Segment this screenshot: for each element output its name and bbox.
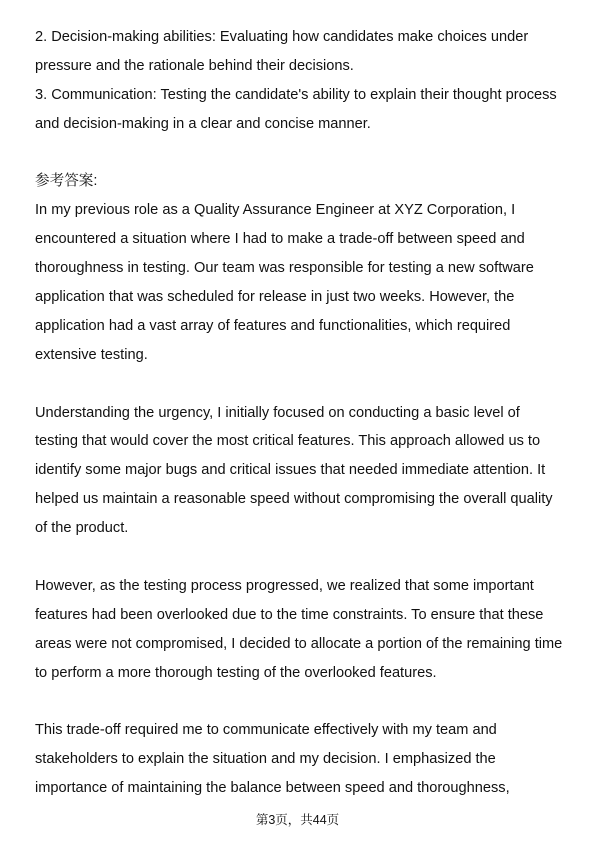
- document-body: [35, 23, 565, 803]
- text-line: extensive testing.: [35, 346, 148, 363]
- text-line: stakeholders to explain the situation and my decision. I emphasized the: [35, 751, 496, 768]
- text-line: areas were not compromised, I decided to allocate a portion of the remaining time: [35, 635, 563, 652]
- text-line: features had been overlooked due to the time constraints. To ensure that these: [35, 606, 544, 623]
- paragraph-gap: [35, 543, 565, 572]
- text-line: and decision-making in a clear and concise manner.: [35, 115, 371, 132]
- text-line: application had a vast array of features and functionalities, which required: [35, 317, 511, 334]
- text-line: pressure and the rationale behind their decisions.: [35, 57, 354, 74]
- text-line: 2. Decision-making abilities: Evaluating how candidates make choices under: [35, 29, 529, 45]
- paragraph-gap: [35, 139, 565, 168]
- text-line: importance of maintaining the balance between speed and thoroughness,: [35, 780, 510, 797]
- reference-answer-heading: 参考答案:: [35, 173, 98, 190]
- text-line: Understanding the urgency, I initially focused on conducting a basic level of: [35, 404, 520, 421]
- text-line: However, as the testing process progressed, we realized that some important: [35, 577, 534, 594]
- text-line: identify some major bugs and critical issues that needed immediate attention. It: [35, 462, 546, 479]
- text-line: to perform a more thorough testing of the overlooked features.: [35, 664, 437, 681]
- text-line: encountered a situation where I had to make a trade-off between speed and: [35, 231, 525, 248]
- paragraph-gap: [35, 370, 565, 399]
- text-line: of the product.: [35, 520, 129, 537]
- paragraph-gap: [35, 687, 565, 716]
- text-line: 3. Communication: Testing the candidate's ability to explain their thought process: [35, 86, 557, 103]
- page-number-footer: 第3页，共44页: [255, 813, 340, 827]
- text-line: In my previous role as a Quality Assurance Engineer at XYZ Corporation, I: [35, 202, 516, 219]
- text-line: application that was scheduled for release in just two weeks. However, the: [35, 289, 515, 306]
- text-line: thoroughness in testing. Our team was responsible for testing a new software: [35, 260, 534, 277]
- text-line: helped us maintain a reasonable speed without compromising the overall quality: [35, 491, 553, 508]
- text-line: This trade-off required me to communicate effectively with my team and: [35, 722, 497, 739]
- text-line: testing that would cover the most critical features. This approach allowed us to: [35, 433, 541, 450]
